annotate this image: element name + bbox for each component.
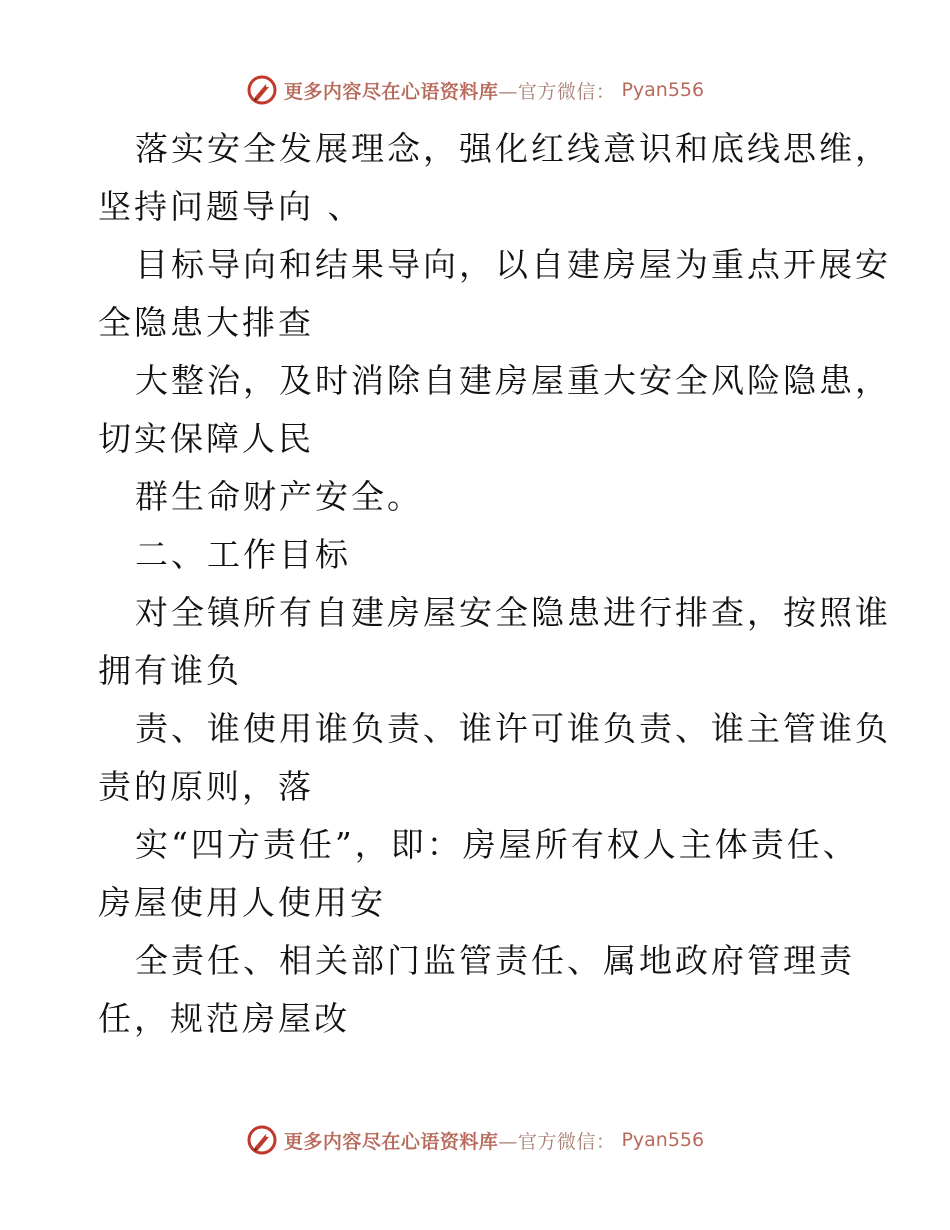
header-watermark [0,72,950,108]
text-line: 坚持问题导向 、 [98,187,364,226]
text-line: 大整治，及时消除自建房屋重大安全风险隐患， [135,361,891,400]
document-body [98,120,891,1048]
text-line: 二、工作目标 [135,535,351,574]
text-line: 全隐患大排查 [98,303,314,342]
text-line: 房屋使用人使用安 [98,883,386,922]
text-line: 责的原则，落 [98,767,314,806]
watermark-text: 更多内容尽在心语资料库 [283,1130,499,1153]
text-line: 群生命财产安全。 [135,477,423,516]
watermark-dash: — [498,1130,518,1153]
watermark-dash: — [498,80,518,103]
text-line: 落实安全发展理念，强化红线意识和底线思维， [135,129,891,168]
text-line: 对全镇所有自建房屋安全隐患进行排查，按照谁 [135,593,891,632]
text-line: 拥有谁负 [98,651,242,690]
pen-logo-icon [246,1124,278,1156]
text-line: 责、谁使用谁负责、谁许可谁负责、谁主管谁负 [135,709,891,748]
watermark-sub: 官方微信： [517,80,616,103]
watermark-id: Pyan556 [621,1129,705,1151]
text-line: 目标导向和结果导向，以自建房屋为重点开展安 [135,245,891,284]
text-line: 切实保障人民 [98,419,314,458]
watermark-id: Pyan556 [621,79,705,101]
text-line: 任，规范房屋改 [98,999,350,1038]
pen-logo-icon [246,74,278,106]
watermark-text: 更多内容尽在心语资料库 [283,80,499,103]
watermark-sub: 官方微信： [517,1130,616,1153]
footer-watermark [0,1122,950,1158]
text-line: 实“四方责任”，即：房屋所有权人主体责任、 [135,825,859,864]
text-line: 全责任、相关部门监管责任、属地政府管理责 [135,941,855,980]
